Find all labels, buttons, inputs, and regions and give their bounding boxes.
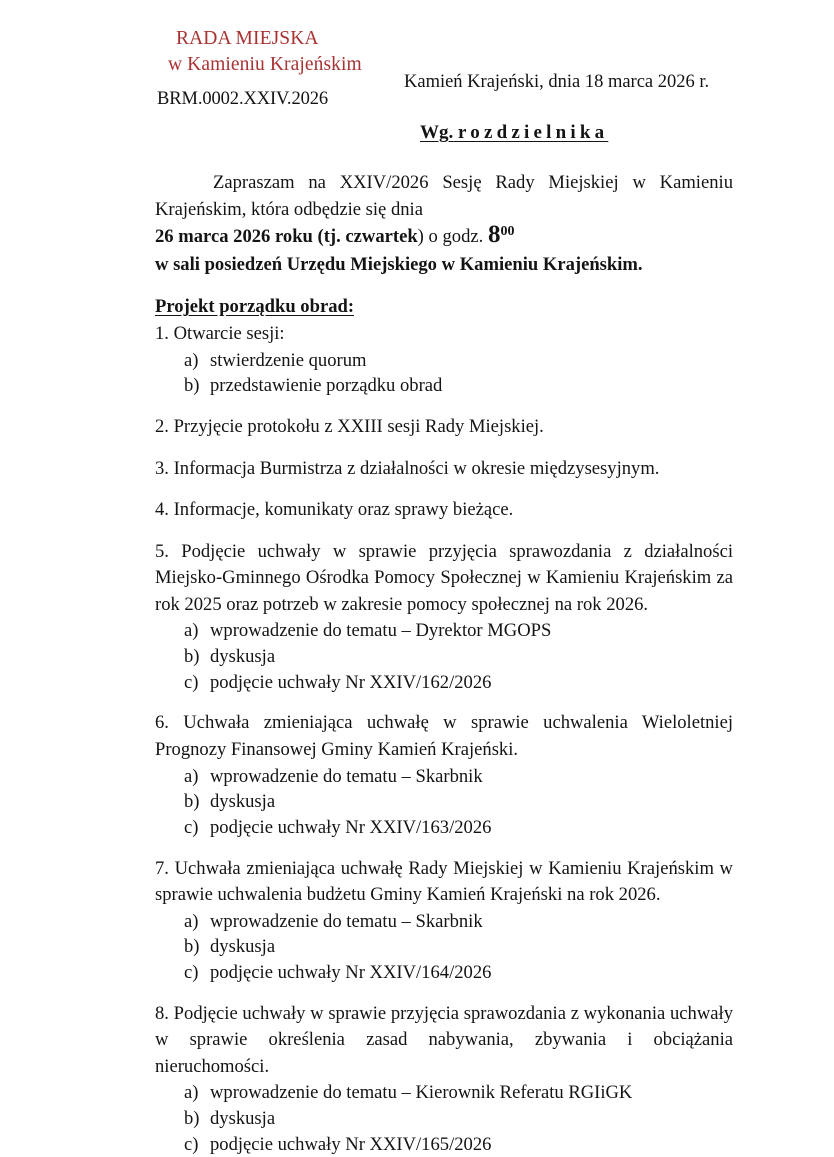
agenda-subitem-marker: a) — [184, 349, 199, 371]
agenda-subitem-list — [155, 764, 733, 841]
agenda-subitem-text: wprowadzenie do tematu – Dyrektor MGOPS — [210, 620, 552, 642]
agenda-spacer — [155, 524, 733, 539]
agenda-spacer — [155, 986, 733, 1001]
agenda-subitem-marker: a) — [184, 620, 199, 642]
agenda-subitem-text: przedstawienie porządku obrad — [210, 375, 443, 397]
agenda-item — [155, 441, 733, 483]
agenda-subitem-text: dyskusja — [210, 791, 276, 813]
agenda-subitem — [184, 670, 733, 696]
agenda-subitem-list — [155, 348, 733, 399]
agenda-item-text: 2. Przyjęcie protokołu z XXIII sesji Rady Miejskiej. — [155, 415, 544, 437]
agenda-subitem — [184, 764, 733, 790]
invitation-date-time — [155, 221, 733, 251]
invitation-place: w sali posiedzeń Urzędu Miejskiego w Kamieniu Krajeńskim. — [155, 254, 643, 276]
agenda-subitem — [184, 960, 733, 986]
agenda-subitem-marker: c) — [184, 671, 199, 693]
agenda-subitem — [184, 1132, 733, 1157]
addressee-prefix: Wg. — [420, 122, 454, 143]
agenda-subitem-marker: b) — [184, 1108, 200, 1130]
agenda-subitem-text: podjęcie uchwały Nr XXIV/164/2026 — [210, 961, 492, 983]
letterhead-line-1: RADA MIEJSKA — [176, 28, 319, 49]
document-body — [155, 170, 733, 1157]
invitation-time-hour: 8 — [487, 221, 501, 249]
agenda-spacer — [155, 441, 733, 456]
agenda-item — [155, 524, 733, 696]
agenda-subitem — [184, 348, 733, 374]
agenda-subitem-list — [155, 618, 733, 695]
reference-number: BRM.0002.XXIV.2026 — [157, 89, 329, 109]
agenda-subitem-marker: c) — [184, 816, 199, 838]
agenda-item — [155, 695, 733, 840]
agenda-item-text: 7. Uchwała zmieniająca uchwałę Rady Miejskiej w Kamieniu Krajeńskim w sprawie uchwalenia budżetu Gminy Kamień Krajeński na rok 2026. — [155, 857, 733, 906]
agenda-subitem-marker: c) — [184, 1133, 199, 1155]
agenda-subitem — [184, 815, 733, 841]
agenda-subitem-marker: b) — [184, 375, 200, 397]
agenda-item — [155, 841, 733, 986]
agenda-subitem-text: stwierdzenie quorum — [210, 349, 367, 371]
agenda-subitem — [184, 618, 733, 644]
agenda-item-text: 5. Podjęcie uchwały w sprawie przyjęcia sprawozdania z działalności Miejsko-Gminnego Ośrodka Pomocy Społecznej w Kamieniu Krajeńskim za rok 2025 oraz potrzeb w zakresie pomocy społecznej na rok 2026. — [155, 540, 733, 615]
agenda-spacer — [155, 482, 733, 497]
addressee-target: rozdzielnika — [458, 122, 609, 143]
invitation-bold-date: 26 marca 2026 roku (tj. czwartek — [155, 226, 418, 248]
agenda-subitem — [184, 644, 733, 670]
agenda-subitem — [184, 934, 733, 960]
agenda-subitem-text: dyskusja — [210, 936, 276, 958]
agenda-item — [155, 318, 733, 399]
agenda-subitem-text: wprowadzenie do tematu – Kierownik Referatu RGIiGK — [210, 1082, 633, 1104]
agenda-subitem — [184, 909, 733, 935]
agenda-subitem-marker: a) — [184, 910, 199, 932]
agenda-subitem — [184, 789, 733, 815]
invitation-time-label: o godz. — [428, 226, 484, 248]
agenda-subitem — [184, 373, 733, 399]
agenda-item-text: 3. Informacja Burmistrza z działalności w okresie międzysesyjnym. — [155, 457, 660, 479]
agenda-spacer — [155, 399, 733, 414]
agenda-subitem-marker: b) — [184, 936, 200, 958]
addressee-heading — [420, 122, 608, 144]
agenda-subitem — [184, 1080, 733, 1106]
agenda-spacer — [155, 695, 733, 710]
agenda-item — [155, 482, 733, 524]
agenda-subitem — [184, 1106, 733, 1132]
agenda-subitem-marker: b) — [184, 646, 200, 668]
agenda-item-text: 4. Informacje, komunikaty oraz sprawy bieżące. — [155, 499, 514, 521]
agenda-title: Projekt porządku obrad: — [155, 296, 355, 318]
invitation-paragraph: Zapraszam na XXIV/2026 Sesję Rady Miejskiej w Kamieniu Krajeńskim, która odbędzie się dnia — [155, 172, 733, 220]
agenda-subitem-text: podjęcie uchwały Nr XXIV/162/2026 — [210, 671, 492, 693]
agenda-item-text: 6. Uchwała zmieniająca uchwałę w sprawie uchwalenia Wieloletniej Prognozy Finansowej Gminy Kamień Krajeński. — [155, 712, 733, 760]
agenda-item-text: 1. Otwarcie sesji: — [155, 323, 285, 345]
agenda-spacer — [155, 841, 733, 856]
agenda-list — [155, 318, 733, 1157]
agenda-subitem-text: podjęcie uchwały Nr XXIV/163/2026 — [210, 816, 492, 838]
agenda-item — [155, 986, 733, 1157]
agenda-subitem-text: podjęcie uchwały Nr XXIV/165/2026 — [210, 1133, 492, 1155]
agenda-subitem-list — [155, 909, 733, 986]
invitation-bold-date-close: ) — [417, 226, 424, 248]
agenda-item-text: 8. Podjęcie uchwały w sprawie przyjęcia sprawozdania z wykonania uchwały w sprawie określenia zasad nabywania, zbywania i obciążania nieruchomości. — [155, 1002, 733, 1077]
place-and-date: Kamień Krajeński, dnia 18 marca 2026 r. — [404, 72, 710, 92]
invitation-time-minutes: 00 — [500, 223, 515, 239]
letterhead — [168, 26, 468, 77]
agenda-subitem-text: wprowadzenie do tematu – Skarbnik — [210, 765, 483, 787]
agenda-subitem-marker: c) — [184, 961, 199, 983]
letterhead-line-2: w Kamieniu Krajeńskim — [168, 53, 362, 75]
agenda-subitem-marker: b) — [184, 791, 200, 813]
agenda-subitem-marker: a) — [184, 765, 199, 787]
agenda-subitem-marker: a) — [184, 1082, 199, 1104]
agenda-subitem-list — [155, 1080, 733, 1157]
agenda-subitem-text: dyskusja — [210, 646, 276, 668]
agenda-subitem-text: wprowadzenie do tematu – Skarbnik — [210, 910, 483, 932]
agenda-subitem-text: dyskusja — [210, 1108, 276, 1130]
agenda-item — [155, 399, 733, 441]
